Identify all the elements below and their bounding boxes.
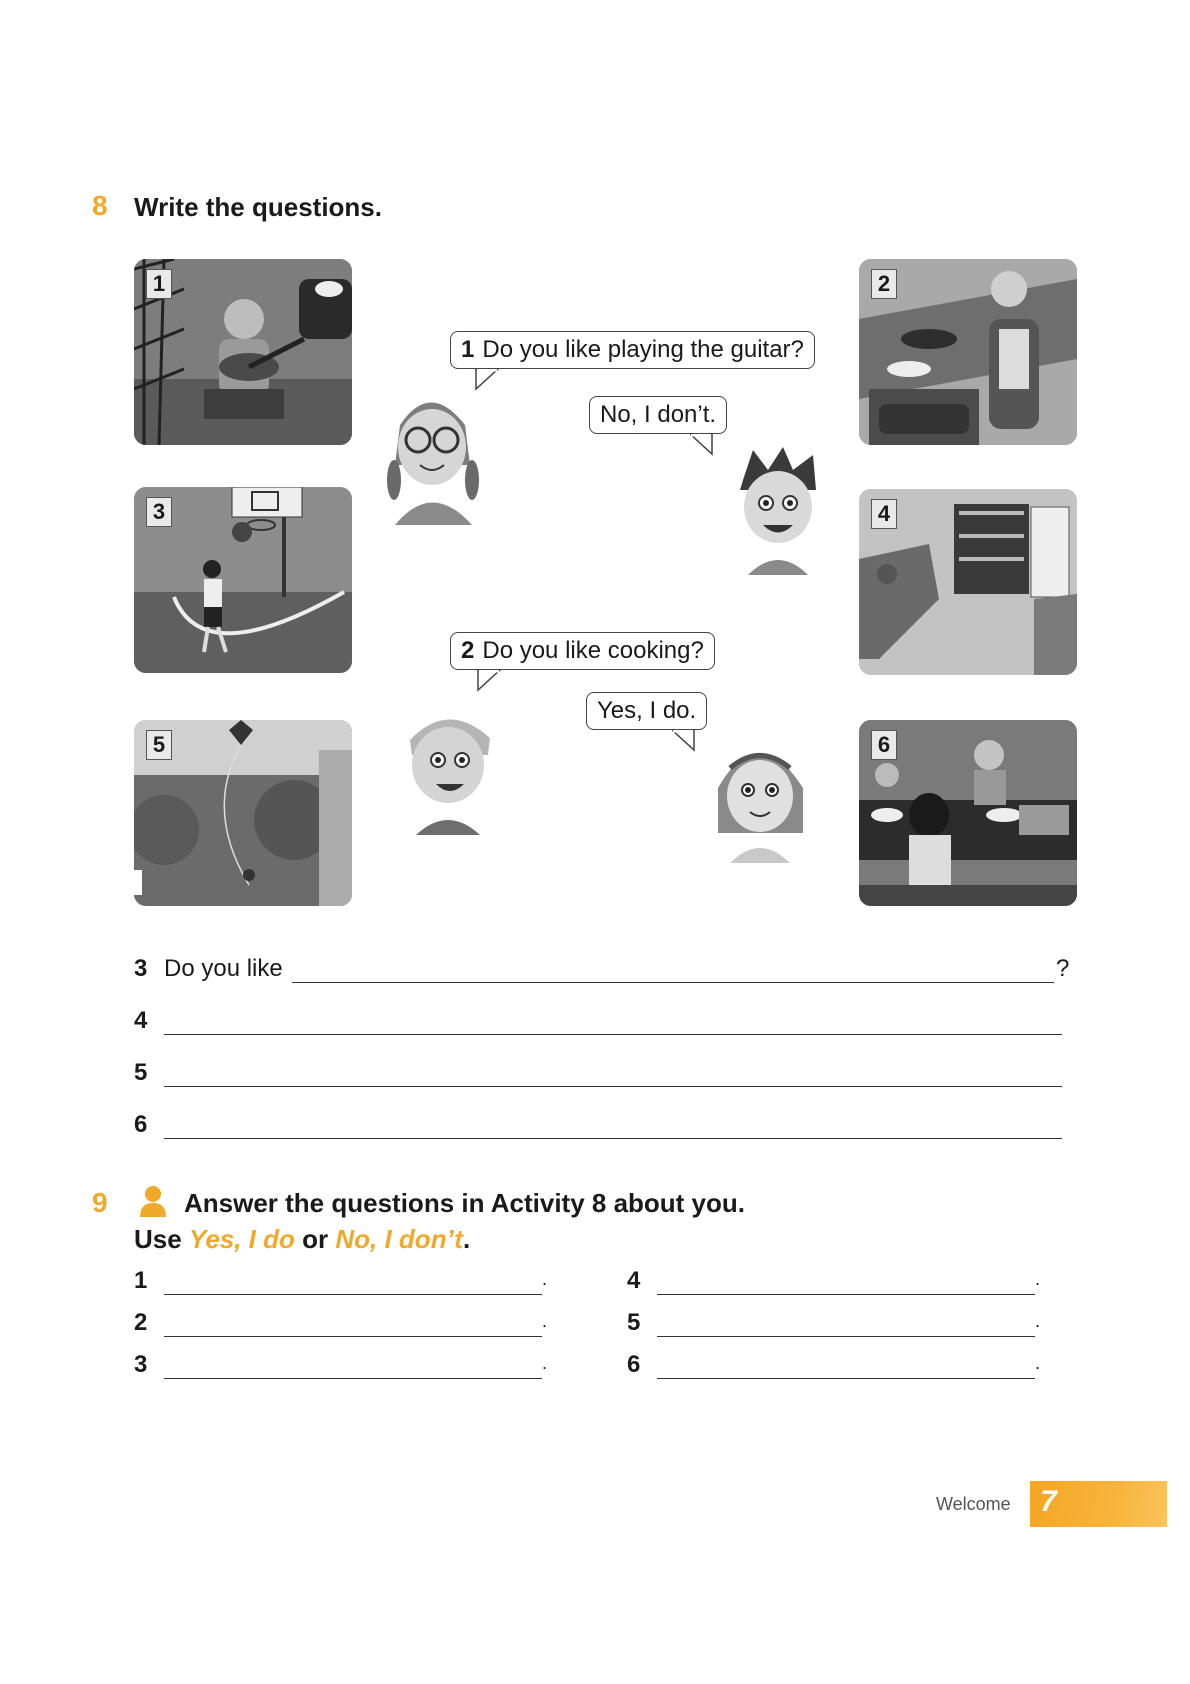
boy-smiling	[398, 700, 503, 835]
page-number: 7	[1040, 1485, 1057, 1518]
dialog-answer: Yes, I do.	[597, 697, 697, 724]
picture-number: 1	[146, 269, 172, 299]
girl-with-headband	[708, 728, 813, 863]
line-number: 5	[134, 1059, 148, 1086]
line-period: .	[542, 1311, 548, 1331]
line-period: .	[1035, 1353, 1041, 1373]
activity-title: Answer the questions in Activity 8 about you.	[184, 1188, 746, 1218]
speech-bubble-tail	[476, 670, 506, 692]
line-number: 3	[134, 955, 148, 982]
picture-number: 3	[146, 497, 172, 527]
speech-bubble-tail	[672, 730, 698, 752]
activity-number: 8	[92, 190, 108, 221]
answer-blank[interactable]	[164, 1378, 542, 1379]
picture-number: 4	[871, 499, 897, 529]
line-number: 4	[627, 1267, 641, 1294]
line-suffix: ?	[1056, 955, 1070, 982]
dialog-question: Do you like cooking?	[482, 637, 704, 664]
answer-blank[interactable]	[657, 1336, 1035, 1337]
speech-bubble-question-1	[450, 331, 815, 369]
line-prefix: Do you like	[164, 955, 283, 982]
line-number: 3	[134, 1351, 148, 1378]
answer-blank[interactable]	[657, 1294, 1035, 1295]
speech-bubble-answer-1	[589, 396, 727, 434]
answer-blank[interactable]	[164, 1034, 1062, 1035]
line-number: 4	[134, 1007, 148, 1034]
speech-bubble-question-2	[450, 632, 715, 670]
picture-restaurant	[859, 720, 1077, 906]
picture-number: 6	[871, 730, 897, 760]
answer-blank[interactable]	[292, 982, 1054, 983]
answer-line-6	[627, 1351, 1047, 1381]
instruction-text: .	[462, 1224, 471, 1254]
activity-number: 9	[92, 1187, 108, 1218]
footer-section-label: Welcome	[936, 1494, 1011, 1514]
line-period: .	[1035, 1269, 1041, 1289]
girl-with-glasses	[380, 385, 485, 525]
person-icon	[139, 1185, 167, 1217]
picture-reading	[859, 489, 1077, 675]
line-period: .	[542, 1353, 548, 1373]
instruction-yes: Yes, I do	[188, 1224, 295, 1254]
line-period: .	[1035, 1311, 1041, 1331]
dialog-question: Do you like playing the guitar?	[482, 336, 804, 363]
picture-basketball	[134, 487, 352, 673]
dialog-answer: No, I don’t.	[600, 401, 717, 428]
answer-blank[interactable]	[164, 1336, 542, 1337]
line-number: 1	[134, 1267, 148, 1294]
activity-title: Write the questions.	[134, 192, 382, 222]
speech-bubble-tail	[690, 434, 716, 456]
answer-blank[interactable]	[164, 1294, 542, 1295]
line-period: .	[542, 1269, 548, 1289]
answer-blank[interactable]	[164, 1138, 1062, 1139]
activity-instruction	[134, 1224, 470, 1255]
instruction-text: Use	[134, 1224, 182, 1254]
write-line-5	[134, 1059, 1074, 1089]
picture-kite	[134, 720, 352, 906]
page-number-tab	[1030, 1481, 1167, 1527]
line-number: 6	[134, 1111, 148, 1138]
dialog-number: 1	[461, 336, 475, 363]
dialog-number: 2	[461, 637, 475, 664]
write-line-6	[134, 1111, 1074, 1141]
line-number: 6	[627, 1351, 641, 1378]
answer-line-4	[627, 1267, 1047, 1297]
boy-spiky-hair	[728, 445, 828, 575]
write-line-4	[134, 1007, 1074, 1037]
answer-line-1	[134, 1267, 554, 1297]
answer-line-5	[627, 1309, 1047, 1339]
answer-blank[interactable]	[657, 1378, 1035, 1379]
instruction-text: or	[302, 1224, 329, 1254]
speech-bubble-answer-2	[586, 692, 707, 730]
picture-number: 5	[146, 730, 172, 760]
answer-line-2	[134, 1309, 554, 1339]
answer-line-3	[134, 1351, 554, 1381]
picture-guitar	[134, 259, 352, 445]
answer-blank[interactable]	[164, 1086, 1062, 1087]
picture-number: 2	[871, 269, 897, 299]
instruction-no: No, I don’t	[335, 1224, 463, 1254]
line-number: 2	[134, 1309, 148, 1336]
line-number: 5	[627, 1309, 641, 1336]
write-line-3	[134, 955, 1074, 985]
picture-cooking	[859, 259, 1077, 445]
